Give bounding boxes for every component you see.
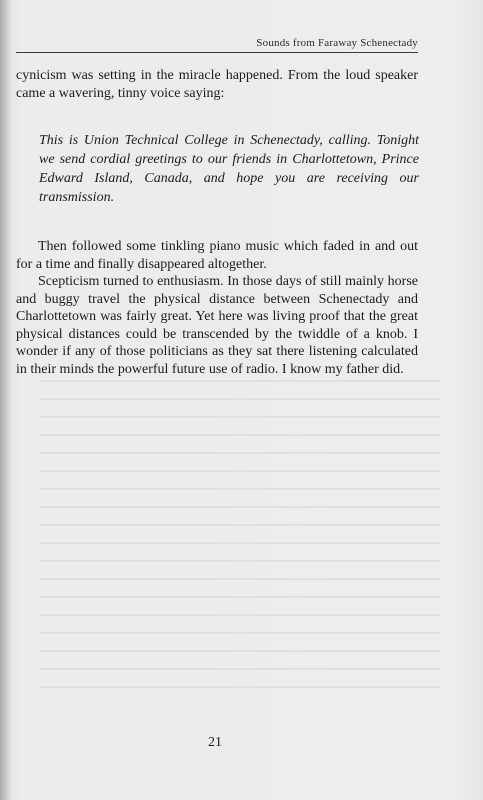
spine-shadow [0,0,12,800]
paragraph-1: cynicism was setting in the miracle happened. From the loud speaker came a wavering, tinny voice saying: [16,68,418,101]
show-through-texture [40,380,440,720]
running-head: Sounds from Faraway Schenectady [256,37,418,49]
paragraph-2: Then followed some tinkling piano music which faded in and out for a time and finally disappeared altogether. [16,239,418,272]
paragraph-3: Scepticism turned to enthusiasm. In those days of still mainly horse and buggy travel the physical distance between Schenectady and Charlottetown was fairly great. Yet here was living proof that the great physical distances could be transcended by the twiddle of a knob. I wonder if any of those politicians as they sat there listening calculated in their minds the powerful future use of radio. I know my father did. [16,274,418,377]
header-rule [16,52,418,53]
block-quote: This is Union Technical College in Schenectady, calling. Tonight we send cordial greetings to our friends in Charlottetown, Prince Edward Island, Canada, and hope you are receiving our transmission. [39,133,419,205]
page-number: 21 [208,735,222,750]
